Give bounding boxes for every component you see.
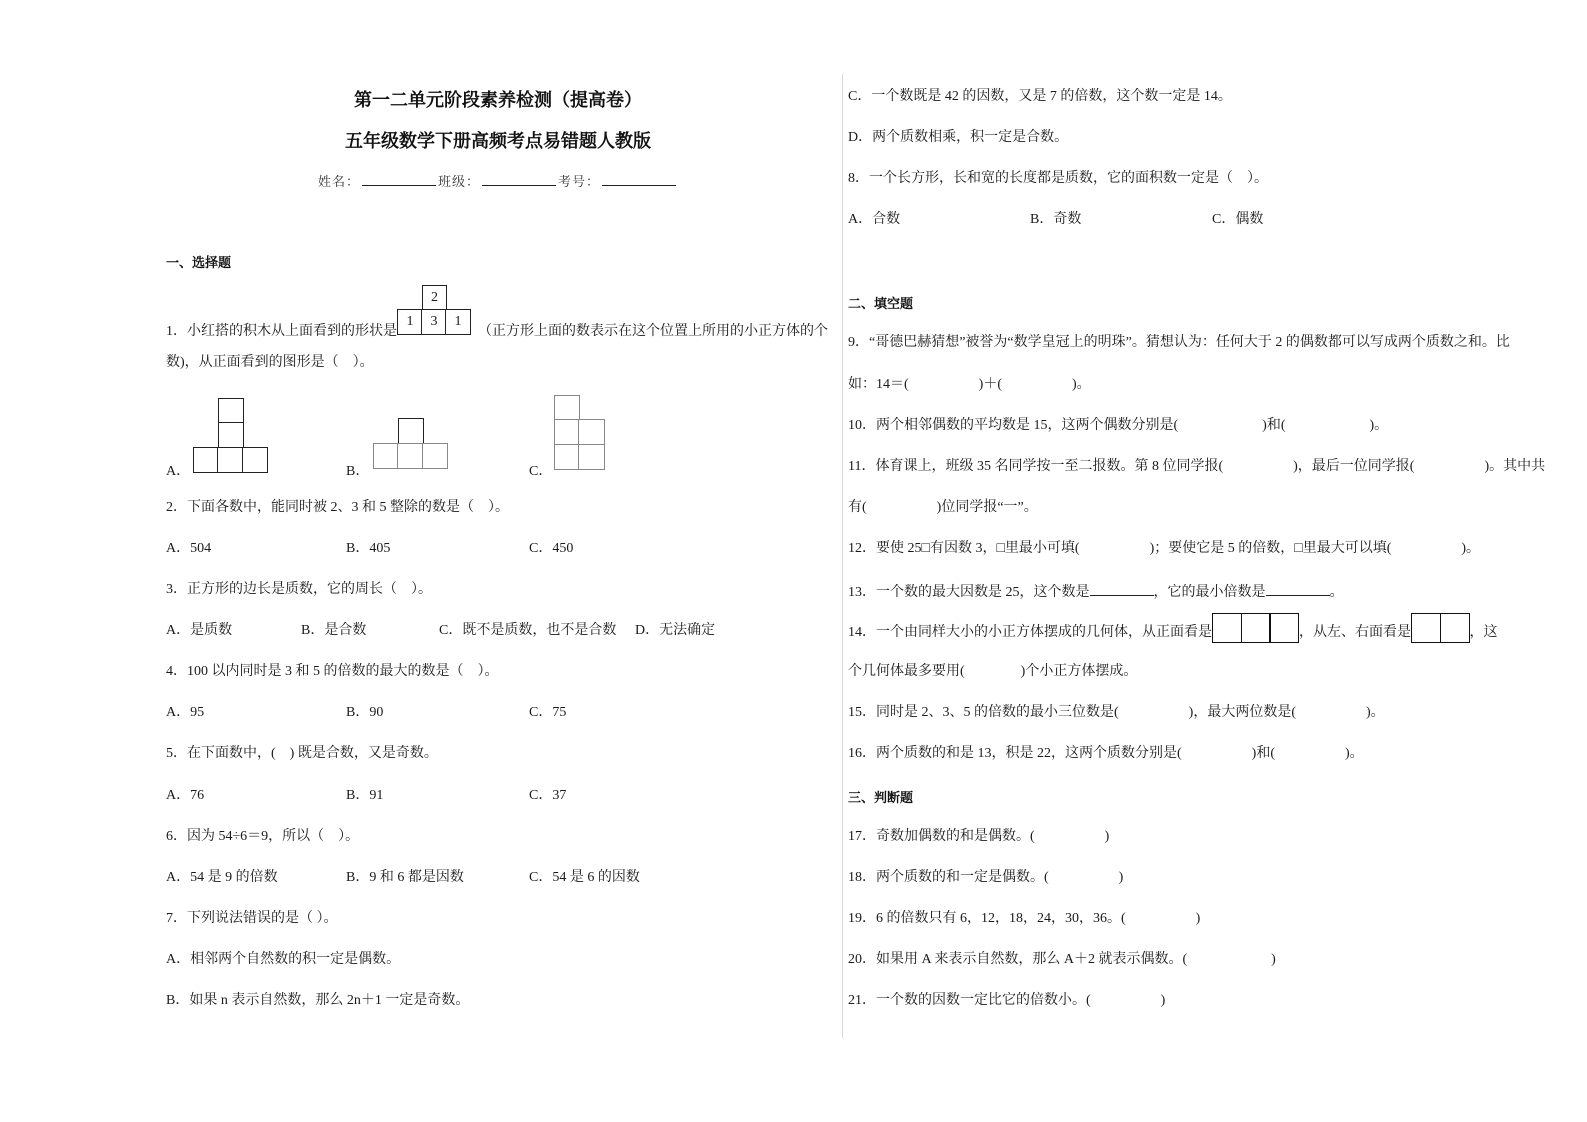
question-1-line2: 数)，从正面看到的图形是（ ）。 xyxy=(166,355,374,370)
question-14-line2[interactable]: 个几何体最多要用( )个小正方体摆成。 xyxy=(848,664,1138,679)
option-c-figure xyxy=(554,395,606,471)
q4-option-b[interactable]: B．90 xyxy=(346,705,384,720)
q6-option-a[interactable]: A．54 是 9 的倍数 xyxy=(166,870,278,885)
q1-option-c-label[interactable]: C． xyxy=(529,464,553,479)
q7-option-a[interactable]: A．相邻两个自然数的积一定是偶数。 xyxy=(166,952,401,967)
top-view-cell: 1 xyxy=(445,309,471,335)
question-21[interactable]: 21．一个数的因数一定比它的倍数小。( ) xyxy=(848,993,1166,1008)
question-11-line2[interactable]: 有( )位同学报“一”。 xyxy=(848,500,1038,515)
question-5: 5．在下面数中，( ) 既是合数，又是奇数。 xyxy=(166,746,438,761)
question-10[interactable]: 10．两个相邻偶数的平均数是 15，这两个偶数分别是( )和( )。 xyxy=(848,418,1389,433)
question-13-text-1: 13．一个数的最大因数是 25，这个数是 xyxy=(848,585,1090,600)
name-label: 姓名： xyxy=(317,174,360,189)
q3-option-a[interactable]: A．是质数 xyxy=(166,623,233,638)
question-16[interactable]: 16．两个质数的和是 13，积是 22，这两个质数分别是( )和( )。 xyxy=(848,746,1364,761)
figure-cell xyxy=(554,419,580,446)
q5-option-c[interactable]: C．37 xyxy=(529,788,567,803)
question-15[interactable]: 15．同时是 2、3、5 的倍数的最小三位数是( )，最大两位数是( )。 xyxy=(848,705,1385,720)
column-divider xyxy=(842,74,843,1038)
question-14-text-3: ，这 xyxy=(1469,625,1498,640)
question-11-line1[interactable]: 11．体育课上，班级 35 名同学按一至二报数。第 8 位同学报( )，最后一位同学报( )。其中共 xyxy=(848,459,1546,474)
figure-cell xyxy=(373,443,399,469)
top-view-cell: 3 xyxy=(421,309,447,335)
front-view-figure xyxy=(1212,613,1299,643)
question-20[interactable]: 20．如果用 A 来表示自然数，那么 A＋2 就表示偶数。( ) xyxy=(848,952,1276,967)
question-2: 2．下面各数中，能同时被 2、3 和 5 整除的数是（ ）。 xyxy=(166,500,509,515)
figure-cell xyxy=(1241,613,1271,643)
q6-option-b[interactable]: B．9 和 6 都是因数 xyxy=(346,870,464,885)
answer-blank[interactable] xyxy=(1090,581,1154,596)
question-1-text-before: 1．小红搭的积木从上面看到的形状是 xyxy=(166,324,397,339)
question-1-text-after: （正方形上面的数表示在这个位置上所用的小正方体的个 xyxy=(478,324,828,339)
question-8: 8．一个长方形，长和宽的长度都是质数，它的面积数一定是（ ）。 xyxy=(848,171,1268,186)
side-view-figure xyxy=(1411,613,1470,643)
q3-option-b[interactable]: B．是合数 xyxy=(301,623,367,638)
figure-cell xyxy=(422,443,448,469)
figure-cell xyxy=(218,398,244,424)
figure-cell xyxy=(397,443,424,469)
figure-cell xyxy=(554,395,580,421)
top-view-cell: 2 xyxy=(422,285,447,311)
q8-option-c[interactable]: C．偶数 xyxy=(1212,212,1264,227)
question-14-text-1: 14．一个由同样大小的小正方体摆成的几何体，从正面看是 xyxy=(848,625,1212,640)
exam-subtitle: 五年级数学下册高频考点易错题人教版 xyxy=(345,131,651,152)
exam-title: 第一二单元阶段素养检测（提高卷） xyxy=(354,90,642,111)
figure-cell xyxy=(217,447,244,473)
question-14-text-2: ，从左、右面看是 xyxy=(1299,625,1411,640)
figure-cell xyxy=(1411,613,1441,643)
question-1 xyxy=(166,323,397,341)
figure-cell xyxy=(1269,613,1299,643)
figure-cell xyxy=(242,447,268,473)
class-label: 班级： xyxy=(437,174,480,189)
question-9-line2[interactable]: 如：14＝( )＋( )。 xyxy=(848,377,1091,392)
q2-option-a[interactable]: A．504 xyxy=(166,541,212,556)
q4-option-c[interactable]: C．75 xyxy=(529,705,567,720)
q2-option-b[interactable]: B．405 xyxy=(346,541,391,556)
question-7: 7．下列说法错误的是（ ）。 xyxy=(166,911,338,926)
question-17[interactable]: 17．奇数加偶数的和是偶数。( ) xyxy=(848,829,1110,844)
top-view-figure xyxy=(397,285,472,335)
option-a-figure xyxy=(193,398,269,474)
class-field[interactable] xyxy=(482,173,556,186)
question-13-text-2: ，它的最小倍数是 xyxy=(1153,585,1266,600)
top-view-cell: 1 xyxy=(397,309,423,335)
q7-option-d[interactable]: D．两个质数相乘，积一定是合数。 xyxy=(848,130,1069,145)
figure-cell xyxy=(554,444,580,470)
q3-option-c[interactable]: C．既不是质数，也不是合数 xyxy=(439,623,617,638)
exam-number-label: 考号： xyxy=(558,174,601,189)
figure-cell xyxy=(1212,613,1242,643)
question-14-line1 xyxy=(848,613,1498,645)
question-18[interactable]: 18．两个质数的和一定是偶数。( ) xyxy=(848,870,1124,885)
question-12[interactable]: 12．要使 25□有因数 3，□里最小可填( )；要使它是 5 的倍数，□里最大可以填( )。 xyxy=(848,541,1481,556)
question-13 xyxy=(848,581,1344,602)
q4-option-a[interactable]: A．95 xyxy=(166,705,205,720)
question-6: 6．因为 54÷6＝9，所以（ ）。 xyxy=(166,829,360,844)
q8-option-b[interactable]: B．奇数 xyxy=(1030,212,1082,227)
q2-option-c[interactable]: C．450 xyxy=(529,541,574,556)
q7-option-b[interactable]: B．如果 n 表示自然数，那么 2n＋1 一定是奇数。 xyxy=(166,993,470,1008)
exam-number-field[interactable] xyxy=(602,173,676,186)
q5-option-b[interactable]: B．91 xyxy=(346,788,384,803)
question-9-line1: 9．“哥德巴赫猜想”被誉为“数学皇冠上的明珠”。猜想认为：任何大于 2 的偶数都可以写成两个质数之和。比 xyxy=(848,335,1510,350)
figure-cell xyxy=(218,422,244,449)
question-13-text-3: 。 xyxy=(1329,585,1344,600)
figure-cell xyxy=(398,418,424,445)
figure-cell xyxy=(193,447,219,473)
section-choice-heading: 一、选择题 xyxy=(166,256,232,271)
q6-option-c[interactable]: C．54 是 6 的因数 xyxy=(529,870,640,885)
q7-option-c[interactable]: C．一个数既是 42 的因数，又是 7 的倍数，这个数一定是 14。 xyxy=(848,89,1232,104)
answer-blank[interactable] xyxy=(1266,581,1330,596)
section-fill-heading: 二、填空题 xyxy=(848,297,914,312)
question-19[interactable]: 19．6 的倍数只有 6，12，18，24，30，36。( ) xyxy=(848,911,1201,926)
option-b-figure xyxy=(373,418,449,470)
question-3: 3．正方形的边长是质数，它的周长（ ）。 xyxy=(166,582,432,597)
figure-cell xyxy=(578,419,605,446)
student-info-row xyxy=(166,171,830,190)
q8-option-a[interactable]: A．合数 xyxy=(848,212,901,227)
figure-cell xyxy=(578,444,605,470)
name-field[interactable] xyxy=(362,173,436,186)
section-judge-heading: 三、判断题 xyxy=(848,791,914,806)
question-4: 4．100 以内同时是 3 和 5 的倍数的最大的数是（ ）。 xyxy=(166,664,499,679)
q5-option-a[interactable]: A．76 xyxy=(166,788,205,803)
figure-cell xyxy=(1440,613,1470,643)
q1-option-a-label[interactable]: A． xyxy=(166,464,191,479)
q1-option-b-label[interactable]: B． xyxy=(346,464,370,479)
q3-option-d[interactable]: D．无法确定 xyxy=(635,623,716,638)
